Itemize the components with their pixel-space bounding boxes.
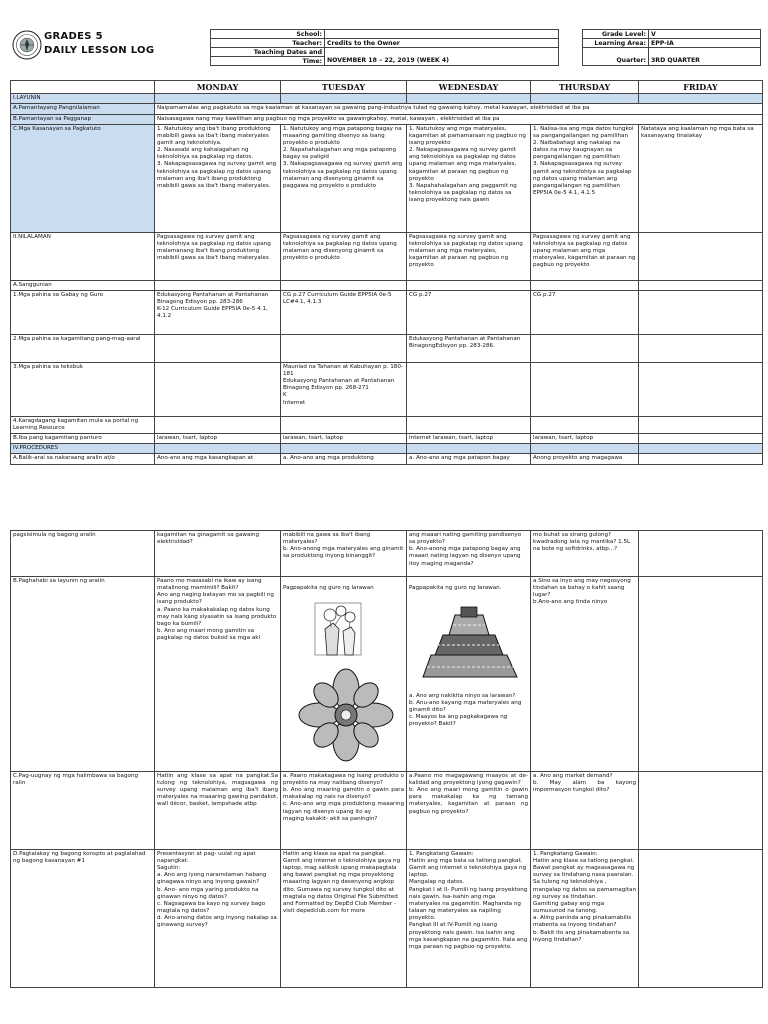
paguugnay-thursday: a. Ano ang market demand? b. May alam ba kayong impormasyon tungkol dito? [531, 771, 639, 849]
deped-seal-icon [12, 30, 42, 60]
paghahabi-label: B.Paghahabi sa layunin ng aralin [11, 577, 155, 772]
area-label: Learning Area: [583, 39, 649, 48]
day-monday: MONDAY [155, 81, 281, 94]
paghahabi-tuesday [281, 577, 407, 772]
paghahabi-wednesday [407, 577, 531, 772]
balik-wednesday: a. Ano-ano ang mga patapon bagay [407, 454, 531, 464]
nilalaman-friday [639, 232, 763, 280]
paghahabi-thursday: a.Sino sa inyo ang may negosyong tindahan sa bahay o kahit saang lugar? b.Ano-ano ang tinda ninyo [531, 577, 639, 772]
portal-label: 4.Karagdagang kagamitan mula sa portal ng Learning Resource [11, 416, 155, 433]
gabay-row [11, 290, 763, 334]
teksbuk-thursday [531, 362, 639, 416]
gabay-monday: Edukasyong Pantahanan at Pantahanan Binagong Edisyon pp. 283-286 K-12 Curriculum Guide EPP5IA 0e-5 4.1, 4.1.2 [155, 290, 281, 334]
flower-picture [291, 667, 401, 763]
kagamitan-label: 2.Mga pahina sa kagamitang pang-mag-aaral [11, 334, 155, 362]
pagtalakay-monday: Presentasyon at pag- uulat ng apat napangkat. Sagutin: a. Ano ang iyong naramdaman habang ginagawa ninyo ang inyong gawain? b. Ano- ano mga yaring produkto na ginawan ninyo ng datos? c. Nagsagawa ba kayo ng survey bago magtala ng datos? d. Ano-anong datos ang inyong nakalap sa ginawang survey? [155, 849, 281, 987]
kasanayan-thursday: 1. Naiisa-isa ang mga datos tungkol sa pangangailangan ng pamilihan 2. Naibabahagi ang nakalap na datos na may kaugnayan sa pangangailangan ng pamilihan 3. Nakapagsasagawa ng survey gamit ang teknolohiya sa pagkalap ng datos upang malaman ang pangangailangan ng pamilihan EPP5IA 0e-5 4.1, 4.1.5 [531, 124, 639, 232]
vase-picture [295, 601, 395, 657]
balik-row [11, 454, 763, 464]
panturo-wednesday: Internet larawan, tsart, laptop [407, 434, 531, 444]
school-value [325, 30, 559, 39]
teacher-value: Credits to the Owner [325, 39, 559, 48]
kagamitan-monday [155, 334, 281, 362]
gabay-friday [639, 290, 763, 334]
cont-row [11, 531, 763, 577]
paghahabi-wednesday-questions: a. Ano ang nakikita ninyo sa larawan? b. Anu-ano kayang mga materyales ang ginamit dito? c. Maayos ba ang pagkakagawa ng proyekto? Bakit? [409, 692, 522, 728]
teksbuk-monday [155, 362, 281, 416]
panturo-monday: larawan, tsart, laptop [155, 434, 281, 444]
paganap-label: B.Pamantayan sa Pagganap [11, 114, 155, 124]
school-label: School: [211, 30, 325, 39]
teksbuk-wednesday [407, 362, 531, 416]
balik-label: A.Balik-aral sa nakaraang aralin at/o [11, 454, 155, 464]
quarter-label: Quarter: [583, 57, 649, 66]
kagamitan-row [11, 334, 763, 362]
woven-tray-picture [411, 601, 527, 685]
paghahabi-monday: Paano mo masasabi na ikaw ay isang matalinong mamimili? Bakit? Ano ang naging batayan mo sa pagbili ng isang produkto? a. Paano ka makakakalap ng datos kung may nais kang siyasatin sa isang produkto bago ka bumili? b. Ano ang maari mong gamitin sa pagkalap ng datos bukod sa mga akl [155, 577, 281, 772]
paganap-text: Naisasagawa nang may kawilihan ang pagbuo ng mga proyekto sa gawaingkahoy, metal, kawayan , elektrisidad at iba pa [155, 114, 763, 124]
log-header [10, 28, 762, 74]
sanggunian-row [11, 280, 763, 290]
cont-label: pagsisimula ng bagong aralin [11, 531, 155, 577]
balik-thursday: Anong proyekto ang magagawa [531, 454, 639, 464]
gabay-tuesday: CG p.27 Curriculum Guide EPP5IA 0e-5 LC#4.1, 4.1.3 [281, 290, 407, 334]
cont-wednesday: ang maaari nating gamiting pandisenyo sa proyekto? b. Ano-anong mga patapong bagay ang maaari nating lagyan ng disenyo upang itoy maging maganda? [407, 531, 531, 577]
lesson-table-1 [10, 80, 763, 465]
teksbuk-tuesday: Maunlad na Tahanan at Kabuhayan p. 180-181 Edukasyong Pantahanan at Pantahanan Binagong Edisyon pp. 268-271 K Internet [281, 362, 407, 416]
paganap-row [11, 114, 763, 124]
day-friday: FRIDAY [639, 81, 763, 94]
info-table [210, 29, 761, 66]
section-procedures [11, 444, 763, 454]
balik-friday [639, 454, 763, 464]
area-value: EPP-IA [649, 39, 761, 48]
dates-label: Teaching Dates and [211, 48, 325, 57]
kagamitan-tuesday [281, 334, 407, 362]
gabay-wednesday: CG p.27 [407, 290, 531, 334]
panturo-row [11, 434, 763, 444]
kasanayan-tuesday: 1. Natutukoy ang mga patapong bagay na maaaring gamiting disenyo sa isang proyekto o produkto 2. Napahahalagahan ang mga patapong bagay sa paligid 3. Nakapagsasagawa ng survey gamit ang teknolohiya sa pagkalap ng datos upang malaman ang disenyong ginamit sa paggawa ng proyekto o produkto [281, 124, 407, 232]
balik-monday: Ano-ano ang mga kasangkapan at [155, 454, 281, 464]
log-title: DAILY LESSON LOG [44, 45, 155, 56]
balik-tuesday: a. Ano-ano ang mga produktong [281, 454, 407, 464]
kasanayan-wednesday: 1. Natutukoy ang mga materyales, kagamitan at pamamaraan ng pagbuo ng isang proyekto 2. Nakapagsasagawa ng survey gamit ang teknolohiya sa pagkalap ng datos upang malaman ang mga materyales, kagamitan at paraan ng pagbuo ng proyekto 3. Napahahalagahan ang paggamit ng teknolohiya sa pagkalap ng datos sa isang proyektong nais gawin [407, 124, 531, 232]
pamantayang-label: A.Pamantayang Pangnilalaman [11, 104, 155, 114]
gabay-thursday: CG p.27 [531, 290, 639, 334]
paghahabi-tuesday-text: Pagpapakita ng guro ng larawan [283, 585, 374, 592]
panturo-friday [639, 434, 763, 444]
kasanayan-label: C.Mga Kasanayan sa Pagkatuto [11, 124, 155, 232]
paguugnay-monday: Hatiin ang klase sa apat na pangkat.Sa tulong ng teknolohiya, magsagawa ng survey upang malaman ang iba't ibang materyales na maaaring gawing pandakot, wall décor, basket, lampshade atbp [155, 771, 281, 849]
nilalaman-row [11, 232, 763, 280]
day-tuesday: TUESDAY [281, 81, 407, 94]
panturo-label: B.Iba pang kagamitang panturo [11, 434, 155, 444]
grade-level-value: V [649, 30, 761, 39]
paguugnay-row [11, 771, 763, 849]
paguugnay-friday [639, 771, 763, 849]
panturo-thursday: larawan, tsart, laptop [531, 434, 639, 444]
teksbuk-label: 3.Mga pahina sa teksbuk [11, 362, 155, 416]
section-layunin [11, 94, 763, 104]
sanggunian-label: A.Sanggunian [11, 280, 155, 290]
paghahabi-wednesday-text: Pagpapakita ng guro ng larawan. [409, 585, 502, 592]
pagtalakay-thursday: 1. Pangkatang Gawain: Hatiin ang klase sa tatlong pangkat. Bawat pangkat ay magsasagawa ng survey sa tindahang nasa paaralan. Sa tulong ng teknolohiya , mangalap ng datos sa pamamagitan ng survey sa tindahan. Gamiting gabay ang mga sumusunod na tanong. a. Aling paninda ang pinakamabilis mabenta sa inyong tindahan? b. Bakit ito ang pinakamabenta sa inyong tindahan? [531, 849, 639, 987]
nilalaman-tuesday: Pagsasagawa ng survey gamit ang teknolohiya sa pagkalap ng datos upang malaman ang disenyong ginamit sa proyekto o produkto [281, 232, 407, 280]
lesson-log-page-2 [10, 530, 762, 988]
pagtalakay-friday [639, 849, 763, 987]
quarter-value: 3RD QUARTER [649, 57, 761, 66]
portal-row [11, 416, 763, 433]
paguugnay-wednesday: a.Paano mo magagawang maayos at de-kalidad ang proyektong iyong gagawin? b. Ano ang maari mong gamitin o gawin para makakalap ka ng tamang materyales, kagamitan at paraan ng pagbuo ng proyekto? [407, 771, 531, 849]
paguugnay-label: C.Pag-uugnay ng mga halimbawa sa bagong ralin [11, 771, 155, 849]
cont-tuesday: mabibili na gawa sa iba't ibang materyales? b. Ano-anong mga materyales ang ginamit sa produktong inyong binanggit? [281, 531, 407, 577]
paghahabi-friday [639, 577, 763, 772]
grade-level-label: Grade Level: [583, 30, 649, 39]
teksbuk-row [11, 362, 763, 416]
day-header-row [11, 81, 763, 94]
dates-value: NOVEMBER 18 – 22, 2019 (WEEK 4) [325, 57, 559, 66]
corner-cell [11, 81, 155, 94]
pagtalakay-label: D.Pagtalakay ng bagong konspto at paglalahad ng bagong kasanayan #1 [11, 849, 155, 987]
kagamitan-friday [639, 334, 763, 362]
teacher-label: Teacher: [211, 39, 325, 48]
kasanayan-friday: Natataya ang kaalaman ng mga bata sa kasanayang tinalakay [639, 124, 763, 232]
nilalaman-wednesday: Pagsasagawa ng survey gamit ang teknolohiya sa pagkalap ng datos upang malaman ang mga materyales, kagamitan at paraan ng pagbuo ng proyekto [407, 232, 531, 280]
grades-title: GRADES 5 [44, 31, 103, 42]
nilalaman-monday: Pagsasagawa ng survey gamit ang teknolohiya sa pagkalap ng datos upang malamanang iba't ibang produktong mabibili gawa sa iba't ibang materyales [155, 232, 281, 280]
cont-thursday: mo buhat sa sirang gulong? kwadradong lata ng mantika? 1.5L na bote ng softdrinks, atbp...? [531, 531, 639, 577]
nilalaman-label: II.NILALAMAN [11, 232, 155, 280]
nilalaman-thursday: Pagsasagawa ng survey gamit ang teknolohiya sa pagkalap ng datos upang malaman ang mga materyales, kagamitan at paraan ng pagbuo ng proyekto [531, 232, 639, 280]
day-wednesday: WEDNESDAY [407, 81, 531, 94]
pamantayang-row [11, 104, 763, 114]
paghahabi-row [11, 577, 763, 772]
cont-friday [639, 531, 763, 577]
pagtalakay-row [11, 849, 763, 987]
panturo-tuesday: larawan, tsart, laptop [281, 434, 407, 444]
cont-monday: kagamitan na ginagamit sa gawaing elektrisidad? [155, 531, 281, 577]
gabay-label: 1.Mga pahina sa Gabay ng Guro [11, 290, 155, 334]
time-label: Time: [211, 57, 325, 66]
procedures-label: IV.PROCEDURES [11, 444, 155, 454]
kagamitan-thursday [531, 334, 639, 362]
pamantayang-text: Naipamamalas ang pagkatuto sa mga kaalaman at kasanayan sa gawaing pang-industriya tulad ng gawaing kahoy, metal kawayan, elektrisidad at iba pa [155, 104, 763, 114]
lesson-table-2 [10, 530, 763, 988]
lesson-log-page-1 [10, 28, 762, 465]
kasanayan-monday: 1. Natutukoy ang iba't ibang produktong mabibili gawa sa iba't ibang materyales gamit ang teknolohiya. 2. Nasasabi ang kahalagahan ng teknolohiya sa pagkalap ng datos. 3. Nakapagsasagawa ng survey gamit ang teknolohiya sa pagkalap ng datos upang malaman ang iba't ibang produktong mabibili gawa sa iba't ibang materyales. [155, 124, 281, 232]
pagtalakay-wednesday: 1. Pangkatang Gawain: Hatiin ang mga bata sa tatlong pangkat. Gamit ang internet o teknolohiya gaya ng laptop. Mangalap ng datos. Pangkat I at II- Pumili ng isang proyektong nais gawin. Isa-isahin ang mga materyales na gagamitin. Maghanda ng talaan ng materyales sa napiling proyekto. Pangkat III at IV-Pumili ng isang proyektong nais gawin. Isa isahin ang mga kasangkapan na gagamitin. Itala ang mga paraan ng pagbuo ng proyekto. [407, 849, 531, 987]
teksbuk-friday [639, 362, 763, 416]
paguugnay-tuesday: a. Paano makakagawa ng isang produkto o proyekto na may naiibang disenyo? b. Ano ang maaring gamitin o gawin para makakalap ng nais na disenyo? c. Ano-ano ang mga produktong maaaring lagyan ng disenyo upang ito ay maging kakakit- akit sa paningin? [281, 771, 407, 849]
layunin-label: I.LAYUNIN [11, 94, 155, 104]
kasanayan-row [11, 124, 763, 232]
day-thursday: THURSDAY [531, 81, 639, 94]
pagtalakay-tuesday: Hatiin ang klase sa apat na pangkat. Gamit ang internet o teknolohiya gaya ng laptop, mag saliksik upang makapagtala ang bawat pangkat ng mga proyektong maaaring lagyan ng desenyong angkop dito. Gumawa ng survey tungkol dito at magtala ng datos Original File Submitted and Formatted by DepEd Club Member - visit depedclub.com for more [281, 849, 407, 987]
kagamitan-wednesday: Edukasyong Pantahanan at Pantahanan BinagongEdisyon pp. 283-286. [407, 334, 531, 362]
